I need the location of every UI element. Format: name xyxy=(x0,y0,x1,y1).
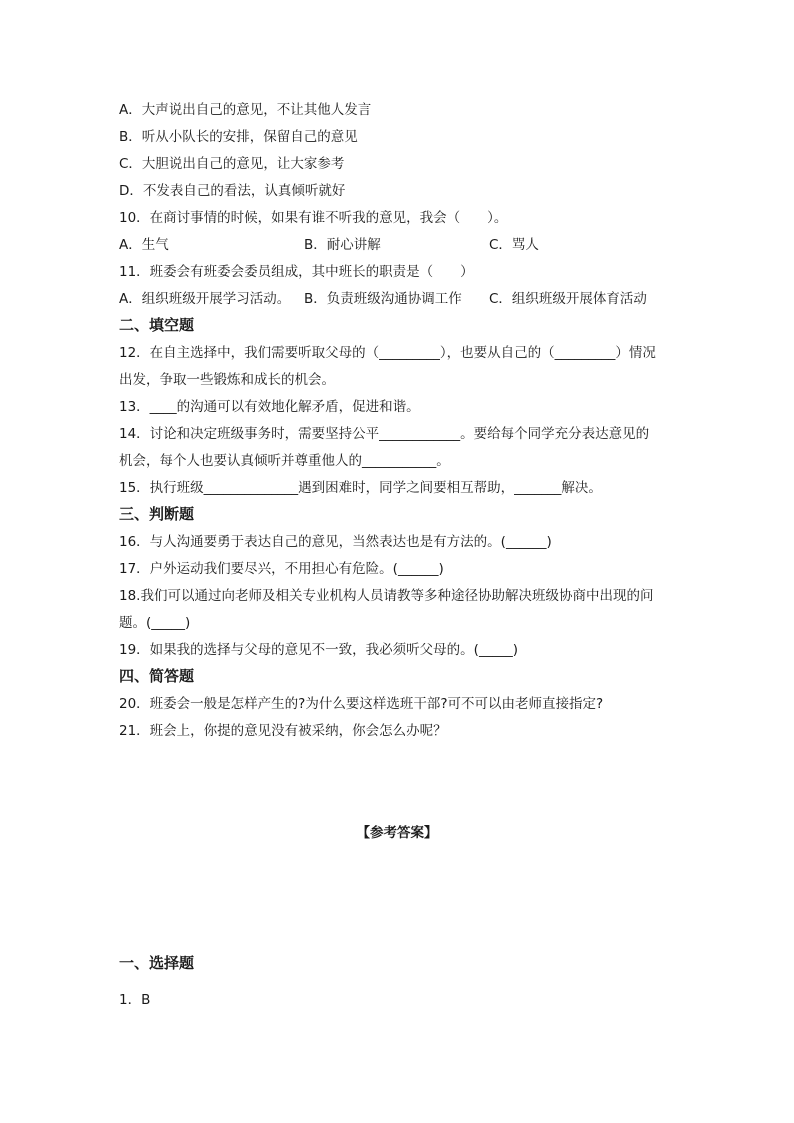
q14-line1: 14．讨论和决定班级事务时，需要坚持公平____________。要给每个同学充分表达意见的 xyxy=(119,426,650,442)
q9-option-a: A．大声说出自己的意见，不让其他人发言 xyxy=(119,102,372,118)
q18-line1: 18.我们可以通过向老师及相关专业机构人员请教等多种途径协助解决班级协商中出现的问 xyxy=(119,588,654,604)
q16: 16．与人沟通要勇于表达自己的意见，当然表达也是有方法的。(______) xyxy=(119,534,552,550)
q10-option-c: C．骂人 xyxy=(489,237,539,253)
q17: 17．户外运动我们要尽兴，不用担心有危险。(______) xyxy=(119,561,444,577)
q11-stem: 11．班委会有班委会委员组成，其中班长的职责是（ ） xyxy=(119,264,474,280)
q12-line2: 出发，争取一些锻炼和成长的机会。 xyxy=(119,372,335,388)
q12-line1: 12．在自主选择中，我们需要听取父母的（_________），也要从自己的（_________）情况 xyxy=(119,345,656,361)
q14-line2: 机会，每个人也要认真倾听并尊重他人的___________。 xyxy=(119,453,450,469)
q9-option-d: D．不发表自己的看法，认真倾听就好 xyxy=(119,183,346,199)
q11-option-a: A．组织班级开展学习活动。 xyxy=(119,291,291,307)
section-short-answer-title: 四、简答题 xyxy=(119,667,195,685)
q19: 19．如果我的选择与父母的意见不一致，我必须听父母的。(_____) xyxy=(119,642,518,658)
answer-key-title: 【参考答案】 xyxy=(356,825,438,841)
q13: 13．____的沟通可以有效地化解矛盾，促进和谐。 xyxy=(119,399,420,415)
q10-option-a: A．生气 xyxy=(119,237,169,253)
section-true-false-title: 三、判断题 xyxy=(119,505,195,523)
section-fill-in-title: 二、填空题 xyxy=(119,316,195,334)
q18-line2: 题。(_____) xyxy=(119,615,191,631)
q21: 21．班会上，你提的意见没有被采纳，你会怎么办呢？ xyxy=(119,723,447,739)
q11-option-b: B．负责班级沟通协调工作 xyxy=(304,291,462,307)
q9-option-c: C．大胆说出自己的意见，让大家参考 xyxy=(119,156,345,172)
q15: 15．执行班级______________遇到困难时，同学之间要相互帮助，_______解决。 xyxy=(119,480,602,496)
q10-option-b: B．耐心讲解 xyxy=(304,237,381,253)
q9-option-b: B．听从小队长的安排，保留自己的意见 xyxy=(119,129,358,145)
q20: 20．班委会一般是怎样产生的?为什么要这样选班干部?可不可以由老师直接指定? xyxy=(119,696,604,712)
answer-1: 1．B xyxy=(119,992,151,1008)
q10-stem: 10．在商讨事情的时候，如果有谁不听我的意见，我会（ ）。 xyxy=(119,210,508,226)
answer-section-choice-title: 一、选择题 xyxy=(119,954,195,972)
q11-option-c: C．组织班级开展体育活动 xyxy=(489,291,647,307)
